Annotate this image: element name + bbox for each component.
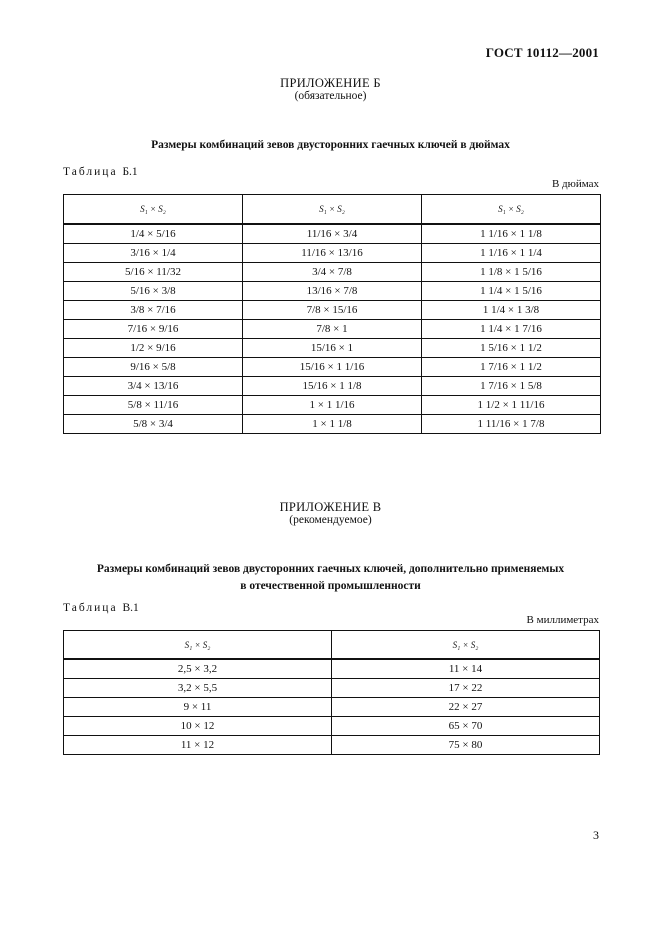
table-cell: 1/4 × 5/16 xyxy=(64,224,243,244)
table-b1-label-word: Таблица xyxy=(63,166,118,178)
table-row xyxy=(64,282,601,301)
table-cell: 3/4 × 7/8 xyxy=(243,263,422,282)
table-row xyxy=(64,698,600,717)
appendix-v-status: (рекомендуемое) xyxy=(289,514,372,526)
table-row xyxy=(64,377,601,396)
table-v1-header-row xyxy=(64,631,600,660)
table-cell: 1 1/8 × 1 5/16 xyxy=(422,263,601,282)
table-cell: 15/16 × 1 1/16 xyxy=(243,358,422,377)
table-row xyxy=(64,736,600,755)
table-cell: 3/4 × 13/16 xyxy=(64,377,243,396)
appendix-b-title: ПРИЛОЖЕНИЕ Б xyxy=(280,76,381,90)
table-v1-col-header: S₁ × S₂ xyxy=(64,631,332,660)
table-cell: 1 × 1 1/8 xyxy=(243,415,422,434)
table-cell: 9 × 11 xyxy=(64,698,332,717)
table-row xyxy=(64,358,601,377)
table-v1 xyxy=(63,630,600,755)
table-row xyxy=(64,415,601,434)
page-number: 3 xyxy=(593,828,599,842)
table-row xyxy=(64,717,600,736)
table-cell: 7/8 × 15/16 xyxy=(243,301,422,320)
table-cell: 5/16 × 3/8 xyxy=(64,282,243,301)
table-v1-col-header: S₁ × S₂ xyxy=(332,631,600,660)
table-cell: 1/2 × 9/16 xyxy=(64,339,243,358)
appendix-v-title: ПРИЛОЖЕНИЕ В xyxy=(279,500,382,514)
table-cell: 1 1/4 × 1 7/16 xyxy=(422,320,601,339)
appendix-v-heading-line2: в отечественной промышленности xyxy=(240,580,421,592)
table-cell: 5/8 × 3/4 xyxy=(64,415,243,434)
table-b1-col-header: S₁ × S₂ xyxy=(422,195,601,225)
appendix-v-heading xyxy=(0,561,661,595)
table-cell: 75 × 80 xyxy=(332,736,600,755)
table-cell: 11/16 × 3/4 xyxy=(243,224,422,244)
table-cell: 5/8 × 11/16 xyxy=(64,396,243,415)
table-v1-label xyxy=(63,602,139,614)
table-row xyxy=(64,679,600,698)
table-v1-number: В.1 xyxy=(122,602,139,614)
table-cell: 11 × 14 xyxy=(332,659,600,679)
table-cell: 3,2 × 5,5 xyxy=(64,679,332,698)
table-b1-units: В дюймах xyxy=(551,178,599,190)
table-b1-label xyxy=(63,166,138,178)
table-cell: 1 11/16 × 1 7/8 xyxy=(422,415,601,434)
table-cell: 22 × 27 xyxy=(332,698,600,717)
table-cell: 11 × 12 xyxy=(64,736,332,755)
table-row xyxy=(64,244,601,263)
table-b1-header-row xyxy=(64,195,601,225)
table-cell: 9/16 × 5/8 xyxy=(64,358,243,377)
table-cell: 3/16 × 1/4 xyxy=(64,244,243,263)
table-cell: 1 1/16 × 1 1/8 xyxy=(422,224,601,244)
table-cell: 1 1/16 × 1 1/4 xyxy=(422,244,601,263)
table-cell: 11/16 × 13/16 xyxy=(243,244,422,263)
table-cell: 7/16 × 9/16 xyxy=(64,320,243,339)
table-row xyxy=(64,301,601,320)
table-cell: 1 × 1 1/16 xyxy=(243,396,422,415)
table-v1-units: В миллиметрах xyxy=(526,614,599,626)
table-cell: 1 1/4 × 1 3/8 xyxy=(422,301,601,320)
appendix-b-heading: Размеры комбинаций зевов двусторонних гаечных ключей в дюймах xyxy=(151,139,510,151)
table-cell: 10 × 12 xyxy=(64,717,332,736)
table-row xyxy=(64,659,600,679)
table-cell: 7/8 × 1 xyxy=(243,320,422,339)
table-row xyxy=(64,320,601,339)
appendix-b-status: (обязательное) xyxy=(294,90,367,102)
table-cell: 1 7/16 × 1 1/2 xyxy=(422,358,601,377)
table-v1-label-word: Таблица xyxy=(63,602,118,614)
table-cell: 65 × 70 xyxy=(332,717,600,736)
table-cell: 2,5 × 3,2 xyxy=(64,659,332,679)
table-cell: 13/16 × 7/8 xyxy=(243,282,422,301)
table-row xyxy=(64,224,601,244)
table-cell: 1 1/4 × 1 5/16 xyxy=(422,282,601,301)
table-b1-col-header: S₁ × S₂ xyxy=(243,195,422,225)
document-id: ГОСТ 10112—2001 xyxy=(485,45,599,60)
table-cell: 1 7/16 × 1 5/8 xyxy=(422,377,601,396)
table-cell: 17 × 22 xyxy=(332,679,600,698)
table-cell: 1 5/16 × 1 1/2 xyxy=(422,339,601,358)
table-cell: 5/16 × 11/32 xyxy=(64,263,243,282)
appendix-v-heading-line1: Размеры комбинаций зевов двусторонних гаечных ключей, дополнительно применяемых xyxy=(96,563,565,575)
table-row xyxy=(64,263,601,282)
table-cell: 15/16 × 1 xyxy=(243,339,422,358)
table-b1-number: Б.1 xyxy=(122,166,138,178)
table-cell: 15/16 × 1 1/8 xyxy=(243,377,422,396)
table-b1 xyxy=(63,194,601,434)
table-cell: 1 1/2 × 1 11/16 xyxy=(422,396,601,415)
table-row xyxy=(64,396,601,415)
table-cell: 3/8 × 7/16 xyxy=(64,301,243,320)
table-b1-col-header: S₁ × S₂ xyxy=(64,195,243,225)
table-row xyxy=(64,339,601,358)
